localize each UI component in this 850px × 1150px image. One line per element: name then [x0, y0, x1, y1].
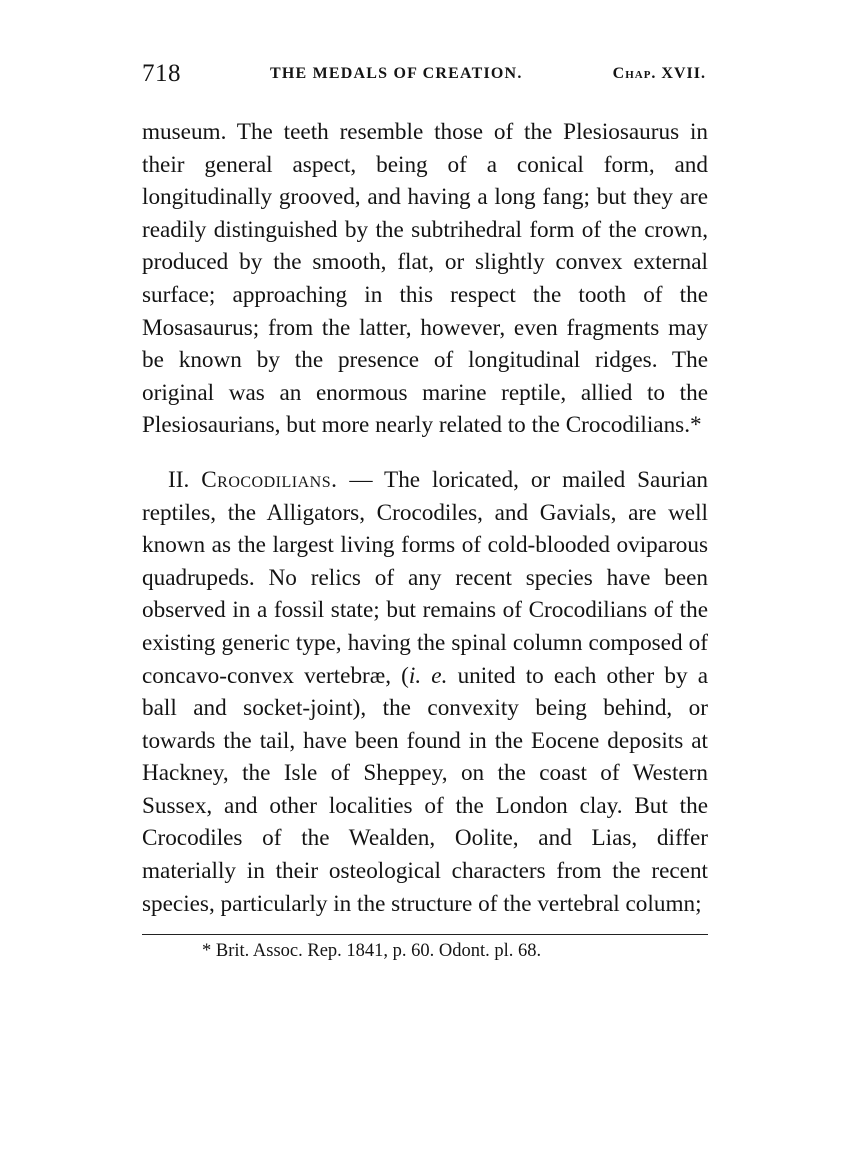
paragraph-2-rest: united to each other by a ball and socket-joint), the convexity being behind, or towards the tail, have been found in the Eocene deposits at Hackney, the Isle of Sheppey, on the coast of Western Sussex, and other localities of the London clay. But the Crocodiles of the Wealden, Oolite, and Lias, differ materially in their osteological characters from the recent species, particularly in the structure of the vertebral column; [142, 662, 708, 917]
book-title: THE MEDALS OF CREATION. [270, 65, 523, 82]
paragraph-2 [142, 464, 708, 920]
paragraph-1: museum. The teeth resemble those of the Plesiosaurus in their general aspect, being of a conical form, and longitudinally grooved, and having a long fang; but they are readily distinguished by the subtrihedral form of the crown, produced by the smooth, flat, or slightly convex external surface; approaching in this respect the tooth of the Mosasaurus; from the latter, however, even fragments may be known by the presence of longitudinal ridges. The original was an enormous marine reptile, allied to the Plesiosaurians, but more nearly related to the Crocodilians.* [142, 119, 708, 439]
chapter-label: Chap. XVII. [612, 65, 706, 82]
page-number: 718 [142, 60, 181, 87]
footnote: * Brit. Assoc. Rep. 1841, p. 60. Odont. pl. 68. [202, 941, 542, 962]
running-head [142, 60, 708, 96]
book-page [142, 60, 708, 963]
paragraph-2-lead: — The loricated, or mailed Saurian reptiles, the Alligators, Crocodiles, and Gavials, are well known as the largest living forms of cold-blooded oviparous quadrupeds. No relics of any recent species have been observed in a fossil state; but remains of Crocodilians of the existing generic type, having the spinal column composed of concavo-convex vertebræ, ( [142, 466, 708, 689]
section-number: II. [168, 466, 190, 493]
section-title: Crocodilians. [201, 466, 338, 493]
body-text [142, 116, 708, 920]
ie-abbreviation: i. e. [408, 662, 448, 689]
footnote-rule [142, 934, 708, 935]
